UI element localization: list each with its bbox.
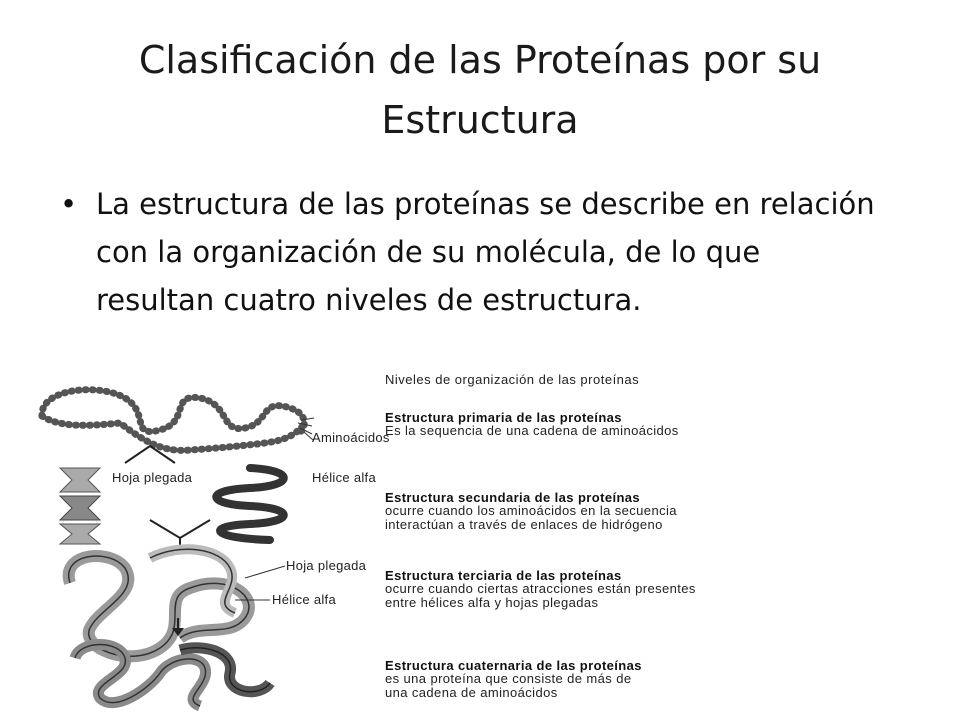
quaternary-description-line: es una proteína que consiste de más de	[385, 671, 632, 686]
primary-description: Es la sequencia de una cadena de aminoácidos	[385, 423, 679, 438]
protein-structure-figure	[30, 368, 900, 713]
secondary-heading: Estructura secundaria de las proteínas	[385, 490, 641, 505]
pleated-sheet-icon	[60, 468, 100, 544]
bullet-item	[60, 180, 880, 324]
label-pointer	[245, 566, 285, 578]
tertiary-alpha-helix-label: Hélice alfa	[272, 592, 336, 607]
bullet-text: La estructura de las proteínas se describe en relación con la organización de su molécula, de lo que resultan cuatro niveles de estructura.	[96, 187, 875, 317]
secondary-description-line: interactúan a través de enlaces de hidrógeno	[385, 517, 663, 532]
tertiary-description-line: entre hélices alfa y hojas plegadas	[385, 595, 599, 610]
quaternary-description-line: una cadena de aminoácidos	[385, 685, 558, 700]
aminoacids-label: Aminoácidos	[312, 430, 390, 445]
tertiary-heading: Estructura terciaria de las proteínas	[385, 568, 622, 583]
amino-acid-chain	[42, 390, 305, 451]
secondary-description-line: ocurre cuando los aminoácidos en la secuencia	[385, 503, 677, 518]
bullet-dot-icon: •	[60, 187, 78, 221]
pleated-sheet-label: Hoja plegada	[112, 470, 193, 485]
merge-arrow-icon	[150, 520, 210, 548]
quaternary-heading: Estructura cuaternaria de las proteínas	[385, 658, 642, 673]
primary-heading: Estructura primaria de las proteínas	[385, 410, 622, 425]
tertiary-pleated-sheet-label: Hoja plegada	[286, 558, 367, 573]
bullet-list	[60, 180, 880, 324]
alpha-helix-label: Hélice alfa	[312, 470, 376, 485]
figure-title: Niveles de organización de las proteínas	[385, 372, 640, 387]
alpha-helix-icon	[216, 468, 284, 540]
tertiary-description-line: ocurre cuando ciertas atracciones están presentes	[385, 581, 696, 596]
slide-title: Clasificación de las Proteínas por su Estructura	[138, 38, 822, 142]
